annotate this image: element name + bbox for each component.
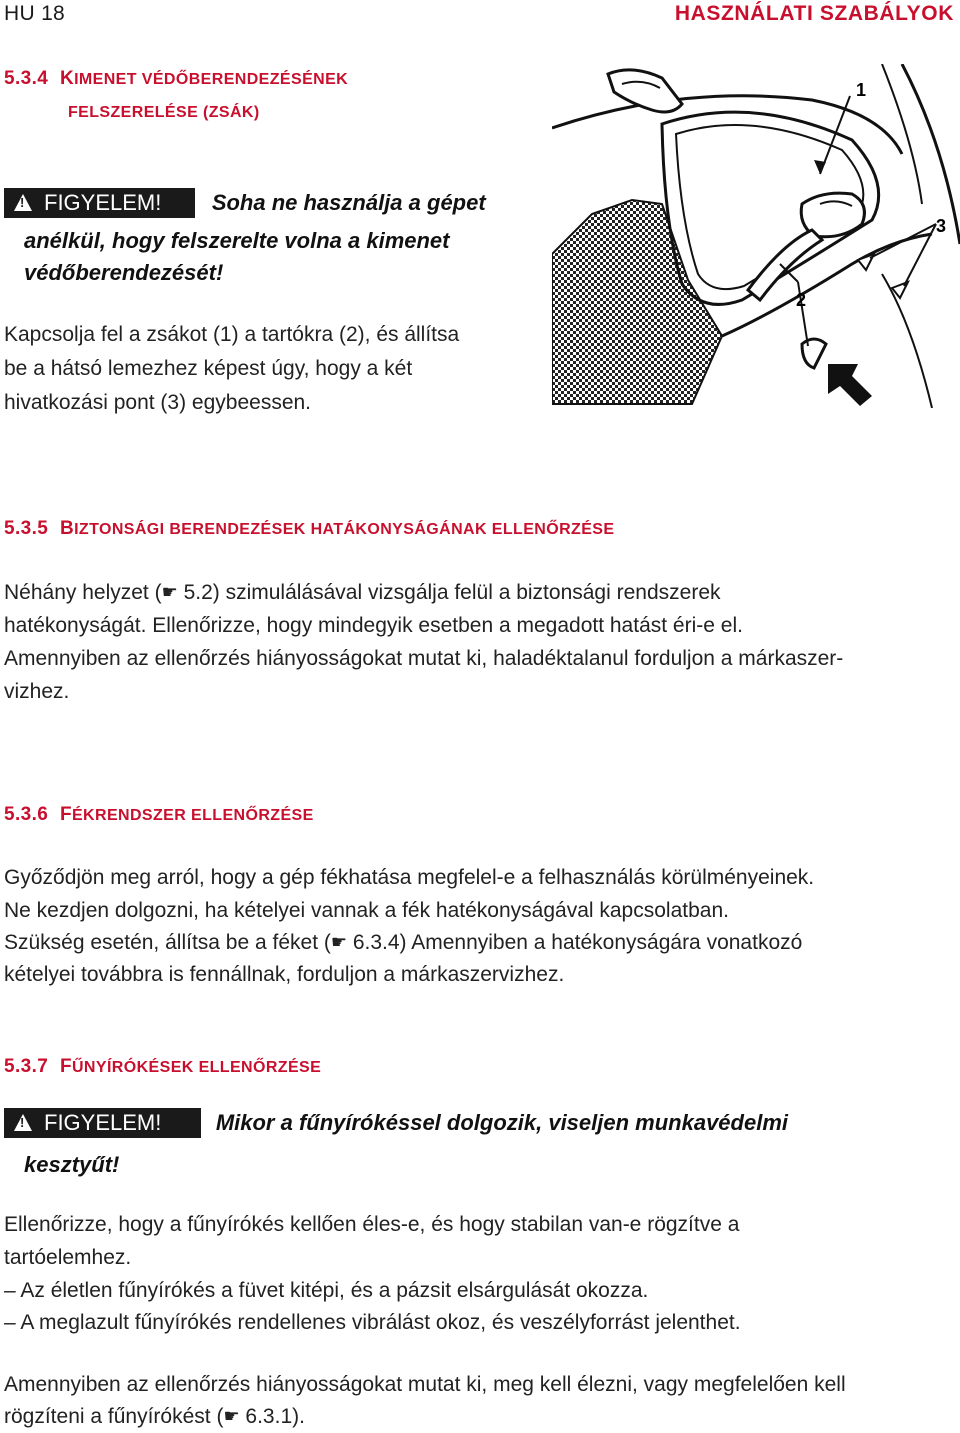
callout-1: 1	[856, 80, 867, 100]
chapter-title: HASZNÁLATI SZABÁLYOK	[674, 2, 954, 25]
paragraph-line: Ne kezdjen dolgozni, ha kételyei vannak a fék hatékonyságával kapcsolatban.	[4, 899, 729, 922]
paragraph-line: vizhez.	[4, 680, 70, 703]
section-5-3-5-title	[4, 518, 614, 540]
title-cap: F	[59, 1056, 72, 1077]
warning-text-line2: kesztyűt!	[24, 1152, 120, 1177]
bullet-line: – A meglazult fűnyírókés rendellenes vibrálást okoz, és veszélyforrást jelenthet.	[4, 1311, 741, 1334]
section-number: 5.3.5	[4, 518, 49, 539]
paragraph-line: Győződjön meg arról, hogy a gép fékhatása megfelel-e a felhasználás körülményeinek.	[4, 866, 815, 889]
warning-text: Mikor a fűnyírókéssel dolgozik, viseljen munkavédelmi	[215, 1110, 789, 1135]
section-number: 5.3.6	[4, 804, 49, 825]
warning-triangle-icon	[14, 194, 32, 211]
callout-3: 3	[936, 216, 947, 236]
title-cap: B	[59, 518, 75, 539]
pointing-hand-icon: ☛	[330, 932, 347, 952]
hand-grip-top	[608, 70, 682, 112]
paragraph-line: hivatkozási pont (3) egybeessen.	[4, 391, 312, 414]
paragraph-line: Kapcsolja fel a zsákot (1) a tartókra (2), és állítsa	[4, 323, 460, 346]
title-cap: K	[59, 68, 75, 89]
title-rest: IZTONSÁGI BERENDEZÉSEK HATÁKONYSÁGÁNAK ELLENŐRZÉSE	[74, 521, 615, 538]
title-rest: ÉKRENDSZER ELLENŐRZÉSE	[71, 807, 314, 824]
paragraph-line: Amennyiben az ellenőrzés hiányosságokat mutat ki, meg kell élezni, vagy megfelelően kell	[4, 1373, 846, 1396]
warning-label: !FIGYELEM!	[4, 1108, 201, 1138]
warning-block-2	[4, 1106, 960, 1139]
section-5-3-6-title	[4, 804, 314, 826]
paragraph-line: hatékonyságát. Ellenőrizze, hogy mindegyik esetben a megadott hatást éri-e el.	[4, 614, 743, 637]
warning-triangle-icon	[14, 1114, 32, 1131]
title-rest: ŰNYÍRÓKÉSEK ELLENŐRZÉSE	[71, 1059, 322, 1076]
bullet-line: – Az életlen fűnyírókés a füvet kitépi, és a pázsit elsárgulását okozza.	[4, 1279, 649, 1302]
paragraph-line: Szükség esetén, állítsa be a féket (☛ 6.3.4) Amennyiben a hatékonyságára vonatkozó	[4, 931, 803, 954]
paragraph-line: be a hátsó lemezhez képest úgy, hogy a két	[4, 357, 413, 380]
warning-text-line3: védőberendezését!	[24, 260, 224, 285]
paragraph-line: tartóelemhez.	[4, 1246, 132, 1269]
paragraph-line: Amennyiben az ellenőrzés hiányosságokat mutat ki, haladéktalanul forduljon a márkaszer-	[4, 647, 844, 670]
warning-text: Soha ne használja a gépet	[211, 190, 486, 215]
title-cap: F	[59, 804, 72, 825]
section-5-3-7-title	[4, 1056, 321, 1078]
pointing-hand-icon: ☛	[161, 582, 178, 602]
pointing-hand-icon: ☛	[223, 1406, 240, 1426]
page-number: HU 18	[4, 2, 66, 25]
title-rest: IMENET VÉDŐBERENDEZÉSÉNEK	[74, 71, 349, 88]
direction-arrow-icon	[828, 364, 872, 406]
callout-2: 2	[796, 290, 807, 310]
bag-mounting-figure	[552, 64, 960, 408]
paragraph-line: Ellenőrizze, hogy a fűnyírókés kellően éles-e, és hogy stabilan van-e rögzítve a	[4, 1213, 740, 1236]
paragraph-line: rögzíteni a fűnyírókést (☛ 6.3.1).	[4, 1405, 305, 1428]
mower-deck-surface	[552, 200, 722, 404]
section-number: 5.3.7	[4, 1056, 49, 1077]
warning-label: !FIGYELEM!	[4, 188, 195, 218]
paragraph-line: kételyei továbbra is fennállnak, forduljon a márkaszervizhez.	[4, 963, 565, 986]
section-5-3-4-title	[4, 68, 348, 90]
section-5-3-4-title-line2: FELSZERELÉSE (ZSÁK)	[68, 104, 260, 121]
warning-text-line2: anélkül, hogy felszerelte volna a kimenet	[24, 228, 450, 253]
bag-holder	[802, 339, 826, 368]
paragraph-line: Néhány helyzet (☛ 5.2) szimulálásával vizsgálja felül a biztonsági rendszerek	[4, 581, 721, 604]
section-number: 5.3.4	[4, 68, 49, 89]
warning-block-1	[4, 186, 544, 219]
